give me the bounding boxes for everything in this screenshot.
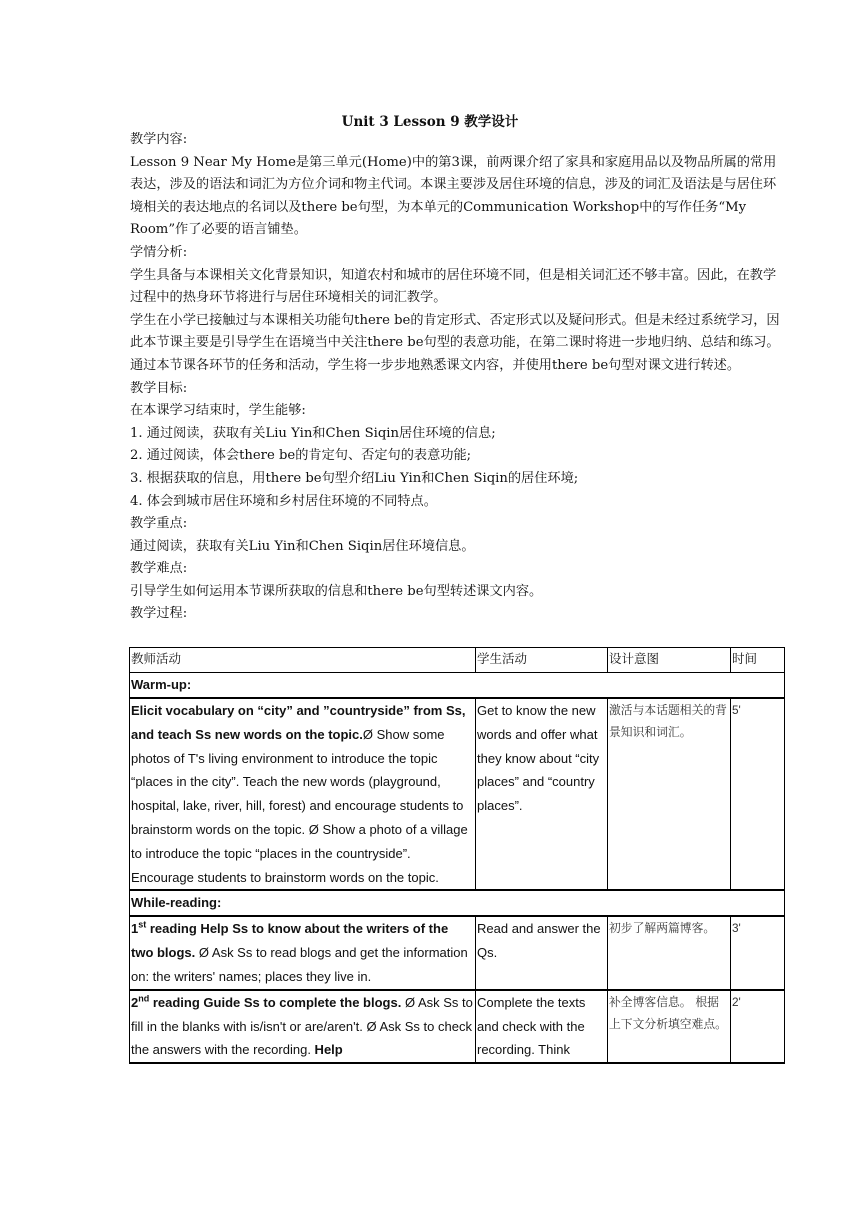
time-cell: 5'	[731, 698, 785, 890]
section-row-while-reading	[130, 890, 785, 916]
paragraph-key-points: 通过阅读，获取有关Liu Yin和Chen Siqin居住环境信息。	[130, 538, 475, 554]
heading-analysis: 学情分析:	[130, 244, 188, 260]
design-intent-cell: 激活与本话题相关的背景知识和词汇。	[608, 698, 731, 890]
student-activity-cell: Get to know the new words and offer what they know about “city places” and “country places”.	[476, 698, 608, 890]
design-intent-cell: 补全博客信息。 根据上下文分析填空难点。	[608, 990, 731, 1063]
document-title: Unit 3 Lesson 9 教学设计	[341, 114, 519, 130]
reading-ordinal: 1	[131, 921, 139, 937]
time-cell: 3'	[731, 916, 785, 989]
header-design-intent: 设计意图	[608, 648, 731, 673]
header-time: 时间	[731, 648, 785, 673]
header-teacher-activity: 教师活动	[130, 648, 476, 673]
header-student-activity: 学生活动	[476, 648, 608, 673]
heading-objectives: 教学目标:	[130, 380, 188, 396]
reading-ordinal-suffix: st	[138, 920, 147, 931]
teacher-activity-text: Ø Ask Ss to read blogs and get the information on: the writers' names; places they live in.	[131, 945, 468, 984]
document-body	[130, 129, 785, 626]
teacher-activity-cell	[130, 698, 476, 890]
heading-process: 教学过程:	[130, 606, 188, 622]
design-intent-cell: 初步了解两篇博客。	[608, 916, 731, 989]
table-row	[130, 698, 785, 890]
time-cell: 2'	[731, 990, 785, 1063]
teacher-activity-text: Ø Show some photos of T's living environment to introduce the topic “places in the city”. Teach the new words (playground, hospital, lake, river, hill, forest) and encourage students to brainstorm words on the topic. Ø Show a photo of a village to introduce the topic “places in the countryside”. Encourage students to brainstorm words on the topic.	[131, 726, 468, 885]
teacher-activity-title	[131, 995, 401, 1010]
heading-difficulties: 教学难点:	[130, 561, 188, 577]
objective-item: 1. 通过阅读，获取有关Liu Yin和Chen Siqin居住环境的信息;	[130, 425, 496, 441]
teacher-activity-text: Ø Ask Ss to fill in the blanks with is/isn't or are/aren't. Ø Ask Ss to check the answers with the recording.	[131, 994, 473, 1058]
heading-key-points: 教学重点:	[130, 516, 188, 532]
teacher-activity-cell	[130, 990, 476, 1063]
student-activity-cell: Complete the texts and check with the recording. Think	[476, 990, 608, 1063]
objective-item: 4. 体会到城市居住环境和乡村居住环境的不同特点。	[130, 493, 437, 509]
student-activity-cell: Read and answer the Qs.	[476, 916, 608, 989]
paragraph-analysis-2: 学生在小学已接触过与本课相关功能句there be的肯定形式、否定形式以及疑问形式。但是未经过系统学习，因此本节课主要是引导学生在语境当中关注there be句型的表意功能，在第二课时将进一步地归纳、总结和练习。通过本节课各环节的任务和活动，学生将一步步地熟悉课文内容，并使用there be句型对课文进行转述。	[130, 312, 780, 373]
objective-item: 3. 根据获取的信息，用there be句型介绍Liu Yin和Chen Siqin的居住环境;	[130, 470, 579, 486]
paragraph-analysis-1: 学生具备与本课相关文化背景知识，知道农村和城市的居住环境不同，但是相关词汇还不够丰富。因此，在教学过程中的热身环节将进行与居住环境相关的词汇教学。	[130, 267, 777, 306]
table-row	[130, 916, 785, 989]
table-header-row	[130, 648, 785, 673]
heading-content: 教学内容:	[130, 132, 188, 147]
section-label: While-reading:	[130, 890, 785, 916]
paragraph-difficulties: 引导学生如何运用本节课所获取的信息和there be句型转述课文内容。	[130, 583, 543, 599]
objective-item: 2. 通过阅读，体会there be的肯定句、否定句的表意功能;	[130, 448, 472, 464]
teacher-activity-heading: reading Help Ss to know about the writers of the two blogs.	[131, 921, 449, 961]
section-label: Warm-up:	[130, 673, 785, 699]
teaching-process-table	[129, 647, 785, 1064]
teacher-activity-cell	[130, 916, 476, 989]
teacher-activity-tail: Help	[310, 1042, 343, 1058]
section-row-warmup	[130, 673, 785, 699]
table-row	[130, 990, 785, 1063]
reading-ordinal-suffix: nd	[138, 993, 150, 1004]
reading-ordinal: 2	[131, 994, 139, 1010]
paragraph-content: Lesson 9 Near My Home是第三单元(Home)中的第3课，前两课介绍了家具和家庭用品以及物品所属的常用表达，涉及的语法和词汇为方位介词和物主代词。本课主要涉及居住环境的信息，涉及的词汇及语法是与居住环境相关的表达地点的名词以及there be句型，为本单元的Communication Workshop中的写作任务“My Room”作了必要的语言铺垫。	[130, 154, 777, 238]
objectives-intro: 在本课学习结束时，学生能够:	[130, 403, 306, 419]
teacher-activity-title: Elicit vocabulary on “city” and ”countryside” from Ss, and teach Ss new words on the topic.	[131, 703, 466, 742]
teacher-activity-heading: reading Guide Ss to complete the blogs.	[149, 994, 402, 1010]
